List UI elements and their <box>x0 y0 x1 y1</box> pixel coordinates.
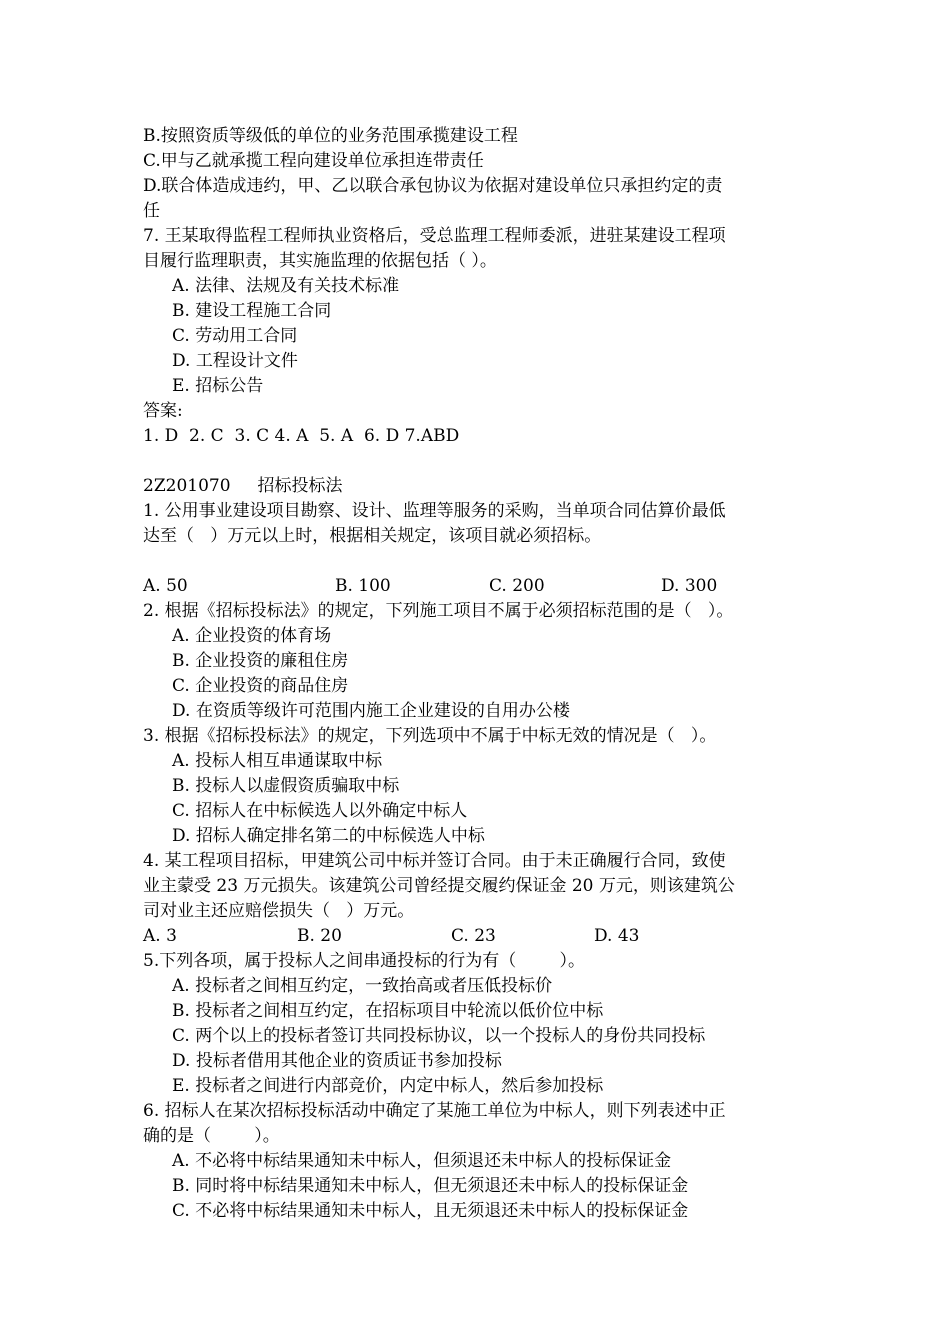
q6-option-b: B. 同时将中标结果通知未中标人，但无须退还未中标人的投标保证金 <box>172 1176 689 1196</box>
prev-q6-option-b: B.按照资质等级低的单位的业务范围承揽建设工程 <box>143 126 518 146</box>
q5-option-b: B. 投标者之间相互约定，在招标项目中轮流以低价位中标 <box>172 1001 604 1021</box>
q2-option-c: C. 企业投资的商品住房 <box>172 676 349 696</box>
prev-q7-option-e: E. 招标公告 <box>172 376 264 396</box>
spacer <box>143 549 823 574</box>
prev-q6-option-d-line2: 任 <box>143 201 160 221</box>
q4-stem-line3: 司对业主还应赔偿损失（ ）万元。 <box>143 901 415 921</box>
q6-stem-line2: 确的是（ ）。 <box>143 1126 280 1146</box>
q3-option-c: C. 招标人在中标候选人以外确定中标人 <box>172 801 468 821</box>
q5-option-d: D. 投标者借用其他企业的资质证书参加投标 <box>172 1051 502 1071</box>
q3-option-b: B. 投标人以虚假资质骗取中标 <box>172 776 400 796</box>
q1-option-b: B. 100 <box>335 576 391 596</box>
q5-option-e: E. 投标者之间进行内部竞价，内定中标人，然后参加投标 <box>172 1076 604 1096</box>
q2-option-b: B. 企业投资的廉租住房 <box>172 651 349 671</box>
prev-q7-stem-line2: 目履行监理职责，其实施监理的依据包括（ ）。 <box>143 251 497 271</box>
spacer <box>143 449 823 474</box>
q1-option-d: D. 300 <box>661 576 718 596</box>
q1-option-c: C. 200 <box>489 576 545 596</box>
prev-q6-option-c: C.甲与乙就承揽工程向建设单位承担连带责任 <box>143 151 484 171</box>
q4-option-c: C. 23 <box>451 926 496 946</box>
prev-q7-option-b: B. 建设工程施工合同 <box>172 301 332 321</box>
q4-option-a: A. 3 <box>143 926 177 946</box>
q3-stem: 3. 根据《招标投标法》的规定，下列选项中不属于中标无效的情况是（ ）。 <box>143 726 717 746</box>
q2-option-a: A. 企业投资的体育场 <box>172 626 332 646</box>
prev-q7-stem-line1: 7. 王某取得监程工程师执业资格后，受总监理工程师委派，进驻某建设工程项 <box>143 226 726 246</box>
q1-stem-line2: 达至（ ）万元以上时，根据相关规定，该项目就必须招标。 <box>143 526 602 546</box>
section-title: 2Z201070 招标投标法 <box>143 476 343 496</box>
prev-q6-option-d-line1: D.联合体造成违约，甲、乙以联合承包协议为依据对建设单位只承担约定的责 <box>143 176 723 196</box>
q1-options-row <box>143 574 823 599</box>
q1-stem-line1: 1. 公用事业建设项目勘察、设计、监理等服务的采购，当单项合同估算价最低 <box>143 501 726 521</box>
q5-option-a: A. 投标者之间相互约定，一致抬高或者压低投标价 <box>172 976 553 996</box>
document-page <box>143 124 823 1224</box>
q2-stem: 2. 根据《招标投标法》的规定，下列施工项目不属于必须招标范围的是（ ）。 <box>143 601 734 621</box>
prev-q7-option-d: D. 工程设计文件 <box>172 351 298 371</box>
answers-text: 1. D 2. C 3. C 4. A 5. A 6. D 7.ABD <box>143 426 460 446</box>
q4-stem-line2: 业主蒙受 23 万元损失。该建筑公司曾经提交履约保证金 20 万元，则该建筑公 <box>143 876 735 896</box>
q4-option-b: B. 20 <box>297 926 342 946</box>
prev-q7-option-c: C. 劳动用工合同 <box>172 326 298 346</box>
answers-label: 答案: <box>143 401 183 421</box>
q5-stem: 5.下列各项，属于投标人之间串通投标的行为有（ ）。 <box>143 951 585 971</box>
q6-stem-line1: 6. 招标人在某次招标投标活动中确定了某施工单位为中标人，则下列表述中正 <box>143 1101 726 1121</box>
prev-q7-option-a: A. 法律、法规及有关技术标准 <box>172 276 400 296</box>
q3-option-d: D. 招标人确定排名第二的中标候选人中标 <box>172 826 485 846</box>
q5-option-c: C. 两个以上的投标者签订共同投标协议，以一个投标人的身份共同投标 <box>172 1026 706 1046</box>
q4-stem-line1: 4. 某工程项目招标，甲建筑公司中标并签订合同。由于未正确履行合同，致使 <box>143 851 726 871</box>
q6-option-c: C. 不必将中标结果通知未中标人，且无须退还未中标人的投标保证金 <box>172 1201 689 1221</box>
q4-options-row <box>143 924 823 949</box>
q4-option-d: D. 43 <box>594 926 640 946</box>
q1-option-a: A. 50 <box>143 576 188 596</box>
q6-option-a: A. 不必将中标结果通知未中标人，但须退还未中标人的投标保证金 <box>172 1151 672 1171</box>
q3-option-a: A. 投标人相互串通谋取中标 <box>172 751 383 771</box>
q2-option-d: D. 在资质等级许可范围内施工企业建设的自用办公楼 <box>172 701 570 721</box>
